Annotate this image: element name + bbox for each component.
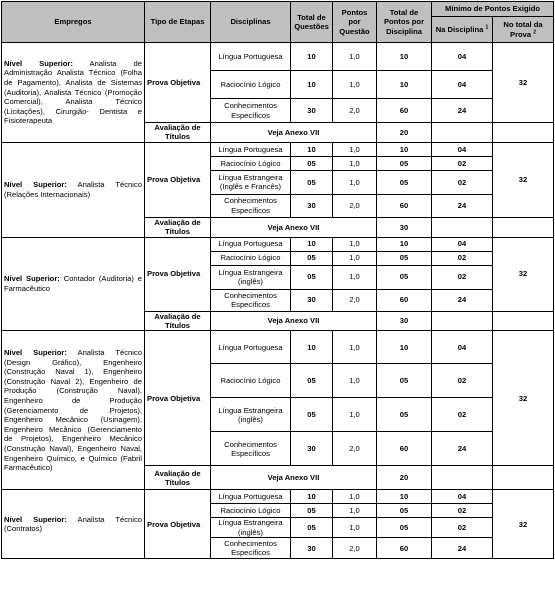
- minimo-disciplina: 04: [432, 142, 493, 156]
- pontos-questao: 1,0: [333, 156, 377, 170]
- minimo-disciplina: 24: [432, 289, 493, 311]
- disciplina: Língua Portuguesa: [211, 237, 291, 251]
- total-questoes: 30: [291, 432, 333, 466]
- pontos-questao: 2,0: [333, 538, 377, 559]
- empty-cell: [432, 466, 493, 490]
- table-row: [2, 331, 554, 364]
- total-pontos: 10: [377, 43, 432, 71]
- tipo-avaliacao: Avaliação de Títulos: [145, 123, 211, 143]
- emprego-names: Analista Técnico (Design Gráfico), Engenheiro (Construção Naval 1), Engenheiro (Construção Naval 2), Engenheiro de Produção (Construção Naval), Engenheiro de Produção (Gerenciamento de Projetos), Engenheiro Mecânico (Usinagem), Engenheiro Mecânico (Gerenciamento de Projetos), Engenheiro Mecânico (Construção Naval), Engenheiro Naval, Engenheiro Químico, e Químico (Fabril Farmacêutico): [4, 348, 142, 473]
- total-questoes: 30: [291, 99, 333, 123]
- minimo-disciplina: 02: [432, 251, 493, 265]
- header-total-questoes: Total de Questões: [291, 2, 333, 43]
- minimo-disciplina: 02: [432, 156, 493, 170]
- tipo-etapa: Prova Objetiva: [145, 237, 211, 311]
- total-pontos: 10: [377, 331, 432, 364]
- total-questoes: 05: [291, 504, 333, 518]
- veja-anexo: Veja Anexo VII: [211, 217, 377, 237]
- header-na-disciplina: Na Disciplina $^1$: [432, 17, 493, 43]
- minimo-disciplina: 04: [432, 237, 493, 251]
- minimo-disciplina: 02: [432, 364, 493, 398]
- total-pontos: 05: [377, 265, 432, 289]
- total-questoes: 10: [291, 71, 333, 99]
- total-pontos: 05: [377, 398, 432, 432]
- emprego-names: Analista de Administração Analista Técnico (Folha de Pagamento), Analista de Sistemas (Auditoria), Analista Técnico (Promoção Comercial), Analista Técnico (Licitações), Cirurgião- Dentista e Fisioterapeuta: [4, 58, 142, 126]
- veja-anexo: Veja Anexo VII: [211, 311, 377, 331]
- total-pontos: 10: [377, 142, 432, 156]
- minimo-total: 32: [493, 331, 554, 466]
- header-pontos-questao: Pontos por Questão: [333, 2, 377, 43]
- disciplina: Raciocínio Lógico: [211, 364, 291, 398]
- total-pontos: 05: [377, 156, 432, 170]
- header-tipo: Tipo de Etapas: [145, 2, 211, 43]
- total-questoes: 05: [291, 156, 333, 170]
- emprego-level: Nível Superior:: [4, 180, 67, 190]
- tipo-etapa: Prova Objetiva: [145, 43, 211, 123]
- minimo-disciplina: 24: [432, 432, 493, 466]
- exam-table: [1, 1, 554, 559]
- minimo-disciplina: 04: [432, 43, 493, 71]
- minimo-disciplina: 24: [432, 538, 493, 559]
- header-empregos: Empregos: [2, 2, 145, 43]
- titulos-total: 20: [377, 123, 432, 143]
- tipo-etapa: Prova Objetiva: [145, 142, 211, 217]
- emprego-level: Nível Superior:: [4, 348, 67, 358]
- pontos-questao: 1,0: [333, 43, 377, 71]
- disciplina: Conhecimentos Específicos: [211, 432, 291, 466]
- pontos-questao: 1,0: [333, 398, 377, 432]
- disciplina: Língua Estrangeira (inglês): [211, 265, 291, 289]
- table-row: [2, 490, 554, 504]
- header-disciplinas: Disciplinas: [211, 2, 291, 43]
- emprego-names: Analista Técnico (Relações Internacionais): [4, 180, 142, 199]
- total-pontos: 60: [377, 432, 432, 466]
- minimo-total: 32: [493, 237, 554, 311]
- veja-anexo: Veja Anexo VII: [211, 123, 377, 143]
- disciplina: Língua Estrangeira (inglês): [211, 398, 291, 432]
- minimo-disciplina: 24: [432, 194, 493, 217]
- minimo-total: 32: [493, 142, 554, 217]
- minimo-disciplina: 04: [432, 71, 493, 99]
- pontos-questao: 1,0: [333, 518, 377, 538]
- table-row: [2, 43, 554, 71]
- header-minimo: Mínimo de Pontos Exigido: [432, 2, 554, 17]
- minimo-disciplina: 04: [432, 331, 493, 364]
- total-pontos: 10: [377, 237, 432, 251]
- minimo-disciplina: 02: [432, 265, 493, 289]
- total-questoes: 05: [291, 364, 333, 398]
- disciplina: Língua Portuguesa: [211, 331, 291, 364]
- table-row: [2, 237, 554, 251]
- empty-cell: [493, 217, 554, 237]
- total-questoes: 10: [291, 331, 333, 364]
- total-questoes: 10: [291, 43, 333, 71]
- total-questoes: 10: [291, 142, 333, 156]
- emprego-cell: [2, 490, 145, 559]
- total-questoes: 30: [291, 538, 333, 559]
- empty-cell: [432, 123, 493, 143]
- emprego-level: Nível Superior:: [4, 58, 73, 68]
- header-no-total: No total da Prova $^2$: [493, 17, 554, 43]
- empty-cell: [432, 311, 493, 331]
- empty-cell: [432, 217, 493, 237]
- tipo-etapa: Prova Objetiva: [145, 331, 211, 466]
- table-row: [2, 142, 554, 156]
- pontos-questao: 1,0: [333, 142, 377, 156]
- total-pontos: 05: [377, 251, 432, 265]
- pontos-questao: 1,0: [333, 364, 377, 398]
- emprego-cell: [2, 331, 145, 490]
- disciplina: Língua Estrangeira (inglês): [211, 518, 291, 538]
- tipo-avaliacao: Avaliação de Títulos: [145, 311, 211, 331]
- disciplina: Língua Portuguesa: [211, 490, 291, 504]
- total-pontos: 05: [377, 504, 432, 518]
- emprego-cell: [2, 142, 145, 237]
- total-questoes: 10: [291, 237, 333, 251]
- pontos-questao: 1,0: [333, 170, 377, 194]
- total-questoes: 05: [291, 265, 333, 289]
- empty-cell: [493, 311, 554, 331]
- emprego-cell: [2, 237, 145, 331]
- disciplina: Conhecimentos Específicos: [211, 538, 291, 559]
- disciplina: Língua Estrangeira (Inglês e Francês): [211, 170, 291, 194]
- minimo-disciplina: 02: [432, 504, 493, 518]
- total-pontos: 05: [377, 364, 432, 398]
- disciplina: Raciocínio Lógico: [211, 156, 291, 170]
- disciplina: Língua Portuguesa: [211, 43, 291, 71]
- disciplina: Conhecimentos Específicos: [211, 99, 291, 123]
- minimo-disciplina: 02: [432, 398, 493, 432]
- titulos-total: 30: [377, 311, 432, 331]
- empty-cell: [493, 466, 554, 490]
- pontos-questao: 1,0: [333, 237, 377, 251]
- emprego-names: Contador (Auditoria) e Farmacêutico: [4, 274, 142, 294]
- pontos-questao: 1,0: [333, 265, 377, 289]
- minimo-disciplina: 02: [432, 518, 493, 538]
- pontos-questao: 1,0: [333, 490, 377, 504]
- total-pontos: 05: [377, 518, 432, 538]
- pontos-questao: 1,0: [333, 251, 377, 265]
- table-body: [2, 43, 554, 559]
- disciplina: Conhecimentos Específicos: [211, 289, 291, 311]
- pontos-questao: 2,0: [333, 289, 377, 311]
- total-questoes: 05: [291, 251, 333, 265]
- total-questoes: 30: [291, 289, 333, 311]
- emprego-names: Analista Técnico (Contratos): [4, 514, 142, 534]
- total-pontos: 05: [377, 170, 432, 194]
- pontos-questao: 1,0: [333, 71, 377, 99]
- total-pontos: 60: [377, 538, 432, 559]
- disciplina: Raciocínio Lógico: [211, 71, 291, 99]
- total-pontos: 60: [377, 99, 432, 123]
- emprego-level: Nível Superior:: [4, 274, 60, 284]
- empty-cell: [493, 123, 554, 143]
- disciplina: Língua Portuguesa: [211, 142, 291, 156]
- total-questoes: 30: [291, 194, 333, 217]
- total-pontos: 60: [377, 289, 432, 311]
- header-total-pontos: Total de Pontos por Disciplina: [377, 2, 432, 43]
- minimo-disciplina: 02: [432, 170, 493, 194]
- veja-anexo: Veja Anexo VII: [211, 466, 377, 490]
- total-questoes: 05: [291, 518, 333, 538]
- pontos-questao: 1,0: [333, 504, 377, 518]
- minimo-disciplina: 04: [432, 490, 493, 504]
- total-questoes: 05: [291, 170, 333, 194]
- pontos-questao: 2,0: [333, 194, 377, 217]
- disciplina: Raciocínio Lógico: [211, 504, 291, 518]
- pontos-questao: 1,0: [333, 331, 377, 364]
- disciplina: Raciocínio Lógico: [211, 251, 291, 265]
- total-pontos: 10: [377, 71, 432, 99]
- total-pontos: 10: [377, 490, 432, 504]
- emprego-cell: [2, 43, 145, 143]
- pontos-questao: 2,0: [333, 99, 377, 123]
- total-questoes: 10: [291, 490, 333, 504]
- minimo-total: 32: [493, 490, 554, 559]
- total-questoes: 05: [291, 398, 333, 432]
- tipo-avaliacao: Avaliação de Títulos: [145, 217, 211, 237]
- titulos-total: 30: [377, 217, 432, 237]
- disciplina: Conhecimentos Específicos: [211, 194, 291, 217]
- total-pontos: 60: [377, 194, 432, 217]
- emprego-level: Nível Superior:: [4, 514, 67, 524]
- titulos-total: 20: [377, 466, 432, 490]
- minimo-total: 32: [493, 43, 554, 123]
- tipo-etapa: Prova Objetiva: [145, 490, 211, 559]
- minimo-disciplina: 24: [432, 99, 493, 123]
- tipo-avaliacao: Avaliação de Títulos: [145, 466, 211, 490]
- pontos-questao: 2,0: [333, 432, 377, 466]
